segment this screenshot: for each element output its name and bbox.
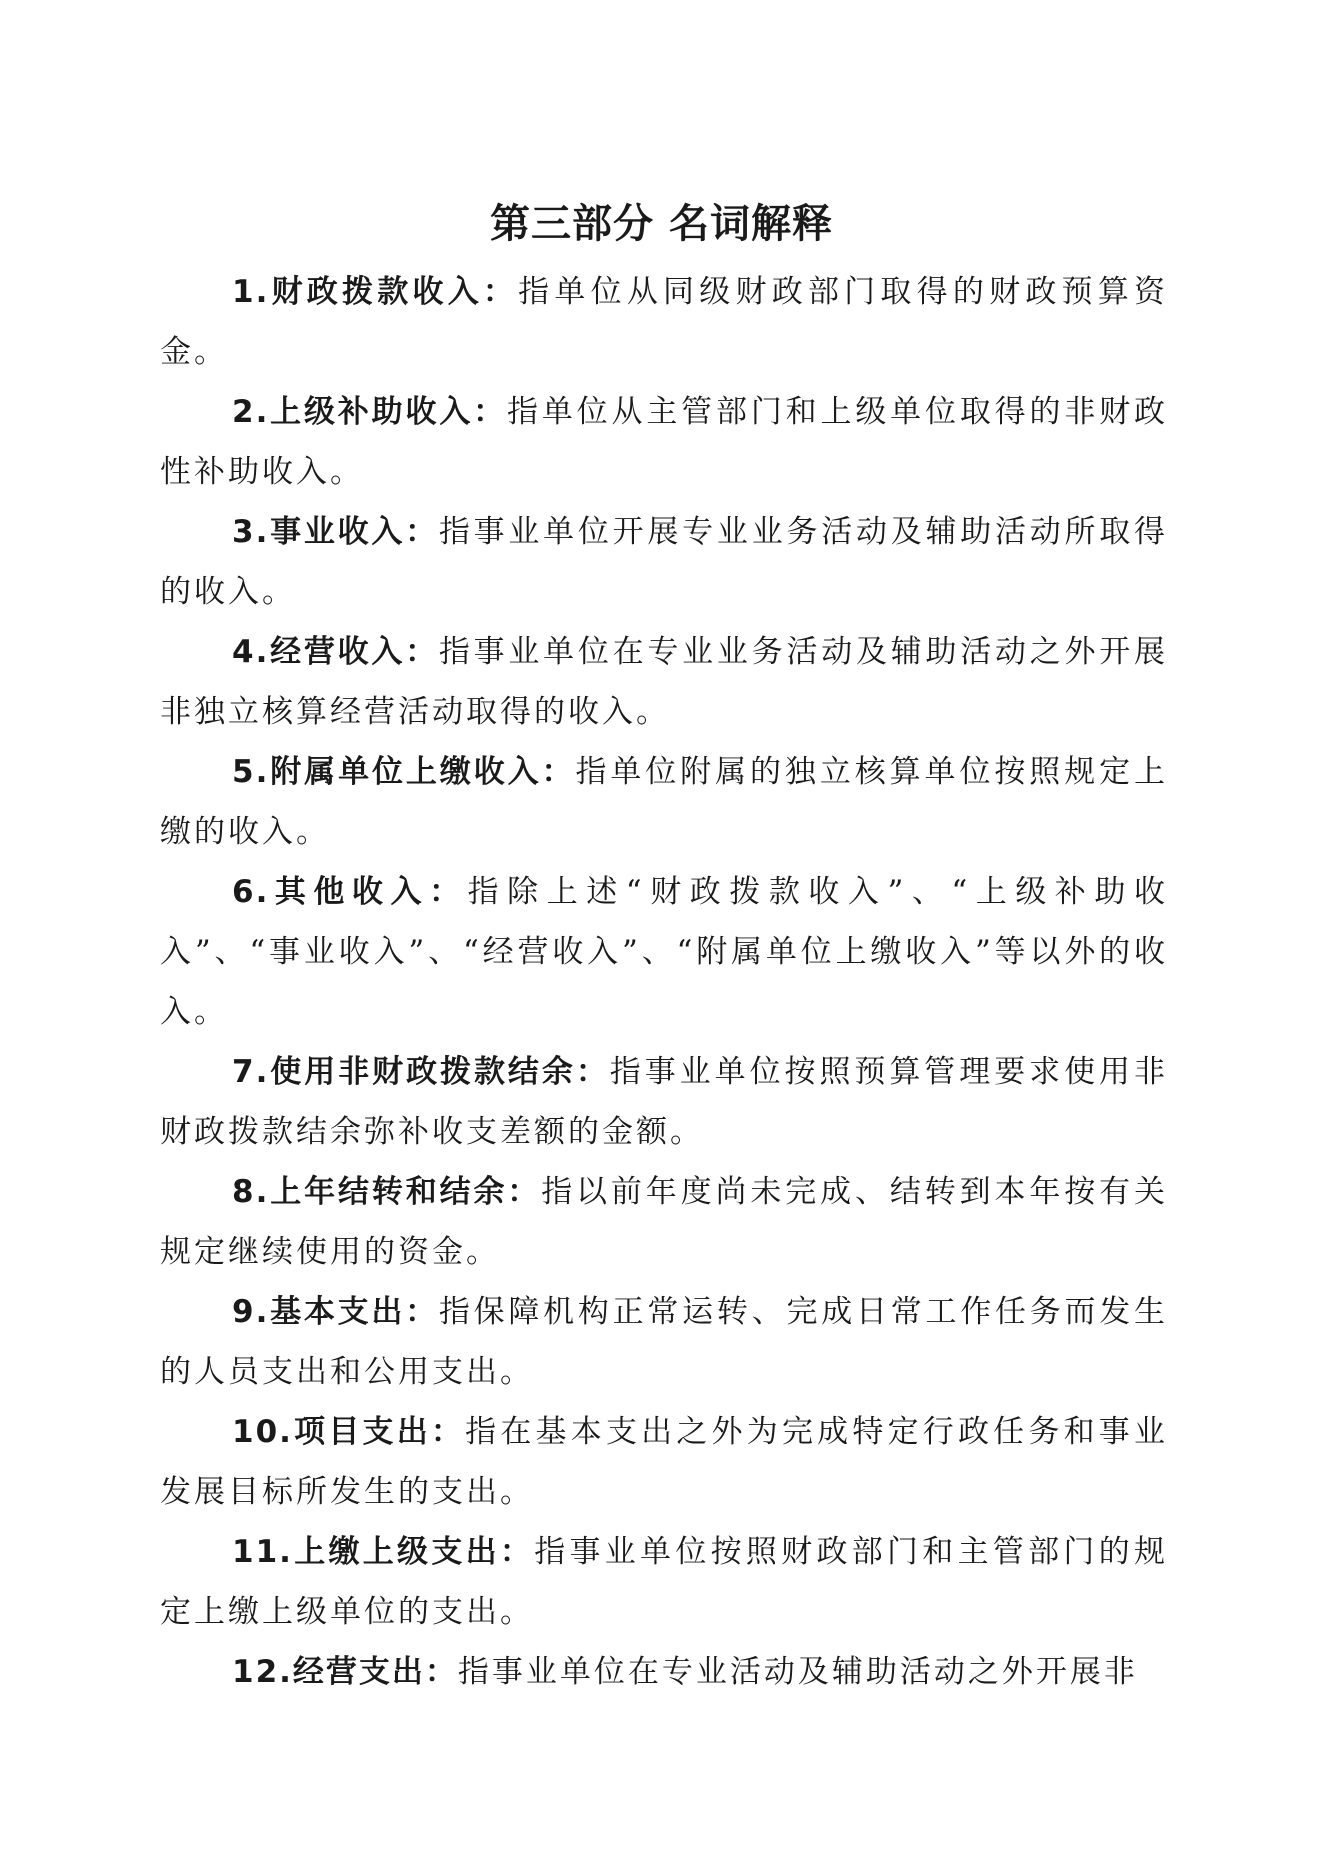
definition-entry	[160, 622, 1168, 742]
definition-entry	[160, 1162, 1168, 1282]
definition-term: 6.其他收入：	[232, 874, 468, 910]
definition-text: 指事业单位在专业业务活动及辅助活动之外开展非独立核算经营活动取得的收入。	[160, 634, 1168, 730]
definition-text: 指事业单位在专业活动及辅助活动之外开展非	[457, 1654, 1138, 1690]
definition-entry	[160, 262, 1168, 382]
definition-text: 指单位从主管部门和上级单位取得的非财政性补助收入。	[160, 394, 1168, 490]
definition-text: 指单位附属的独立核算单位按照规定上缴的收入。	[160, 754, 1168, 850]
definition-text: 指事业单位按照财政部门和主管部门的规定上缴上级单位的支出。	[160, 1534, 1168, 1630]
definition-term: 3.事业收入：	[232, 514, 439, 550]
definition-entry	[160, 862, 1168, 1042]
definition-term: 1.财政拨款收入：	[232, 274, 519, 310]
definition-term: 10.项目支出：	[232, 1414, 466, 1450]
definition-text: 指单位从同级财政部门取得的财政预算资金。	[160, 274, 1168, 370]
definitions-list	[160, 262, 1168, 1702]
definition-entry	[160, 1282, 1168, 1402]
definition-entry	[160, 502, 1168, 622]
definition-term: 5.附属单位上缴收入：	[232, 754, 576, 790]
definition-entry	[160, 1522, 1168, 1642]
definition-term: 11.上缴上级支出：	[232, 1534, 535, 1570]
definition-entry	[160, 1402, 1168, 1522]
definition-text: 指保障机构正常运转、完成日常工作任务而发生的人员支出和公用支出。	[160, 1294, 1168, 1390]
definition-term: 2.上级补助收入：	[232, 394, 508, 430]
page-title: 第三部分 名词解释	[490, 201, 833, 247]
definition-text: 指在基本支出之外为完成特定行政任务和事业发展目标所发生的支出。	[160, 1414, 1168, 1510]
definition-entry	[160, 1042, 1168, 1162]
definition-term: 8.上年结转和结余：	[232, 1174, 542, 1210]
definition-term: 4.经营收入：	[232, 634, 439, 670]
definition-term: 9.基本支出：	[232, 1294, 439, 1330]
definition-entry	[160, 382, 1168, 502]
definition-text: 指以前年度尚未完成、结转到本年按有关规定继续使用的资金。	[160, 1174, 1168, 1270]
definition-entry	[160, 1642, 1168, 1702]
definition-entry	[160, 742, 1168, 862]
definition-text: 指除上述“财政拨款收入”、“上级补助收入”、“事业收入”、“经营收入”、“附属单位上缴收入”等以外的收入。	[160, 874, 1168, 1030]
definition-term: 12.经营支出：	[232, 1654, 458, 1690]
definition-text: 指事业单位开展专业业务活动及辅助活动所取得的收入。	[160, 514, 1168, 610]
definition-term: 7.使用非财政拨款结余：	[232, 1054, 610, 1090]
definition-text: 指事业单位按照预算管理要求使用非财政拨款结余弥补收支差额的金额。	[160, 1054, 1168, 1150]
